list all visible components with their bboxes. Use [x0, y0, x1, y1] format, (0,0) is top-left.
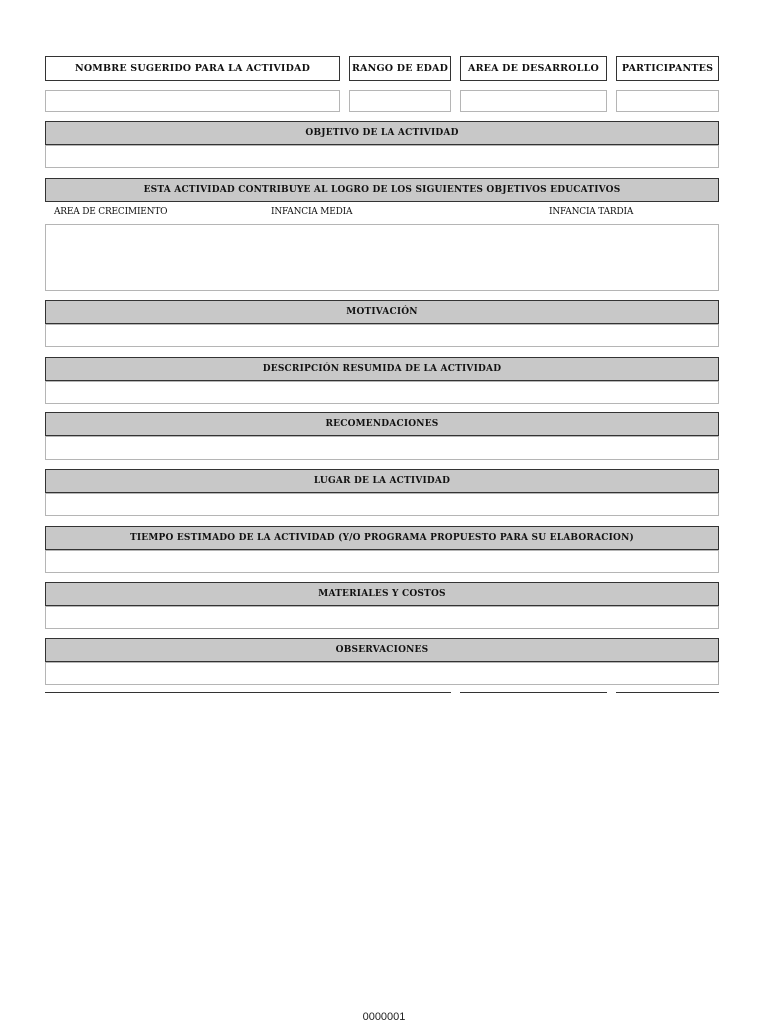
signature-line-2: [460, 692, 607, 693]
participantes-field[interactable]: [616, 90, 719, 112]
header-nombre: NOMBRE SUGERIDO PARA LA ACTIVIDAD: [45, 56, 340, 81]
infancia-media-label: INFANCIA MEDIA: [271, 207, 353, 217]
tiempo-header: TIEMPO ESTIMADO DE LA ACTIVIDAD (Y/O PROGRAMA PROPUESTO PARA SU ELABORACION): [45, 526, 719, 550]
descripcion-header: DESCRIPCIÓN RESUMIDA DE LA ACTIVIDAD: [45, 357, 719, 381]
observaciones-field[interactable]: [45, 662, 719, 685]
header-rango-edad: RANGO DE EDAD: [349, 56, 451, 81]
recomendaciones-field[interactable]: [45, 436, 719, 460]
signature-line-1: [45, 692, 451, 693]
motivacion-header: MOTIVACIÓN: [45, 300, 719, 324]
tiempo-field[interactable]: [45, 550, 719, 573]
area-desarrollo-field[interactable]: [460, 90, 607, 112]
objetivo-header: OBJETIVO DE LA ACTIVIDAD: [45, 121, 719, 145]
lugar-header: LUGAR DE LA ACTIVIDAD: [45, 469, 719, 493]
lugar-field[interactable]: [45, 493, 719, 516]
rango-edad-field[interactable]: [349, 90, 451, 112]
objetivo-field[interactable]: [45, 145, 719, 168]
infancia-tardia-label: INFANCIA TARDIA: [549, 207, 634, 217]
signature-line-3: [616, 692, 719, 693]
header-participantes: PARTICIPANTES: [616, 56, 719, 81]
observaciones-header: OBSERVACIONES: [45, 638, 719, 662]
page-number: 0000001: [362, 1011, 406, 1023]
motivacion-field[interactable]: [45, 324, 719, 347]
header-area-desarrollo: AREA DE DESARROLLO: [460, 56, 607, 81]
descripcion-field[interactable]: [45, 381, 719, 404]
materiales-header: MATERIALES Y COSTOS: [45, 582, 719, 606]
objetivos-educativos-header: ESTA ACTIVIDAD CONTRIBUYE AL LOGRO DE LOS SIGUIENTES OBJETIVOS EDUCATIVOS: [45, 178, 719, 202]
nombre-field[interactable]: [45, 90, 340, 112]
recomendaciones-header: RECOMENDACIONES: [45, 412, 719, 436]
area-crecimiento-label: AREA DE CRECIMIENTO: [54, 207, 168, 217]
materiales-field[interactable]: [45, 606, 719, 629]
objetivos-educativos-field[interactable]: [45, 224, 719, 291]
